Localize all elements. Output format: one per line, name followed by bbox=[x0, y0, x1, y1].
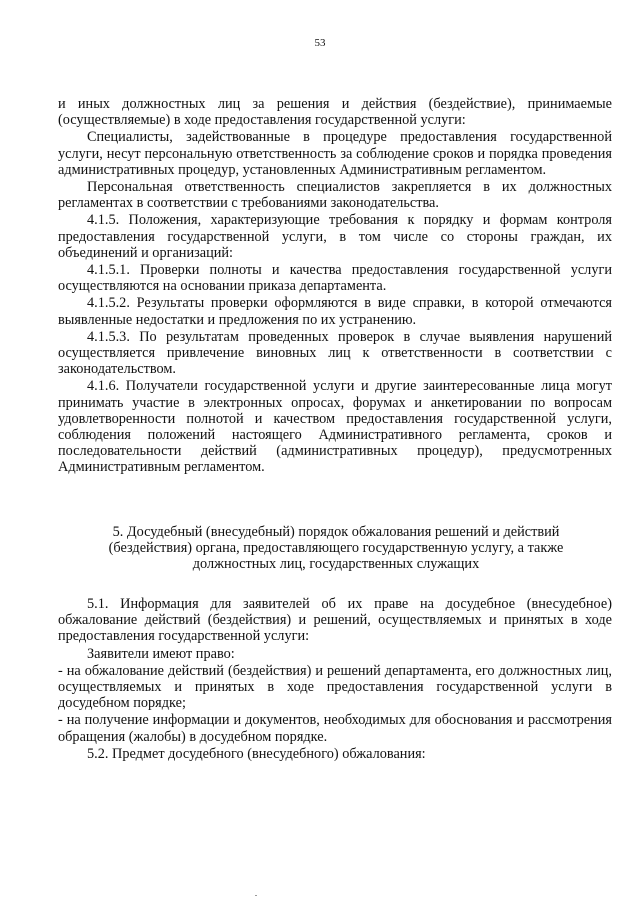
paragraph: и иных должностных лиц за решения и действия (бездействие), принимаемые (осуществляемые) в ходе предоставления государственной услуги: bbox=[58, 96, 612, 129]
section-heading-line: (бездействия) органа, предоставляющего государственную услугу, а также bbox=[108, 540, 564, 557]
paragraph: 4.1.5.3. По результатам проведенных проверок в случае выявления нарушений осуществляется привлечение виновных лиц к ответственности в соответствии с законодательством. bbox=[58, 328, 612, 378]
paragraph: 4.1.6. Получатели государственной услуги и другие заинтересованные лица могут принимать участие в электронных опросах, форумах и анкетировании по вопросам удовлетворенности полнотой и качеством предоставления государственной услуги, соблюдения положений настоящего Административного регламента, сроков и последовательности действий (административных процедур), предусмотренных Административным регламентом. bbox=[58, 378, 612, 476]
scan-speck bbox=[255, 895, 257, 896]
paragraph: 4.1.5.2. Результаты проверки оформляются в виде справки, в которой отмечаются выявленные недостатки и предложения по их устранению. bbox=[58, 295, 612, 328]
paragraph: Заявители имеют право: bbox=[87, 645, 235, 662]
paragraph: Специалисты, задействованные в процедуре предоставления государственной услуги, несут персональную ответственность за соблюдение сроков и порядка проведения административных процедур, установленных Административным регламентом. bbox=[58, 129, 612, 178]
paragraph: 5.1. Информация для заявителей об их праве на досудебное (внесудебное) обжалование действий (бездействия) и решений, осуществляемых и принятых в ходе предоставления государственной услуги: bbox=[58, 596, 612, 645]
section-heading-line: 5. Досудебный (внесудебный) порядок обжалования решений и действий bbox=[112, 524, 560, 540]
paragraph: 4.1.5. Положения, характеризующие требования к порядку и формам контроля предоставления государственной услуги, в том числе со стороны граждан, их объединений и организаций: bbox=[58, 212, 612, 261]
paragraph: - на получение информации и документов, необходимых для обоснования и рассмотрения обращения (жалобы) в досудебном порядке. bbox=[58, 712, 612, 745]
page-number: 53 bbox=[314, 37, 326, 49]
body-text-top bbox=[58, 96, 612, 477]
section-heading bbox=[64, 524, 608, 573]
paragraph: 5.2. Предмет досудебного (внесудебного) обжалования: bbox=[87, 745, 426, 762]
paragraph: - на обжалование действий (бездействия) и решений департамента, его должностных лиц, осуществляемых и принятых в ходе предоставления государственной услуги в досудебном порядке; bbox=[58, 662, 612, 712]
paragraph: Персональная ответственность специалистов закрепляется в их должностных регламентах в соответствии с требованиями законодательства. bbox=[58, 179, 612, 212]
section-heading-line: должностных лиц, государственных служащих bbox=[192, 556, 480, 573]
body-text-bottom bbox=[58, 596, 612, 763]
paragraph: 4.1.5.1. Проверки полноты и качества предоставления государственной услуги осуществляются на основании приказа департамента. bbox=[58, 262, 612, 295]
